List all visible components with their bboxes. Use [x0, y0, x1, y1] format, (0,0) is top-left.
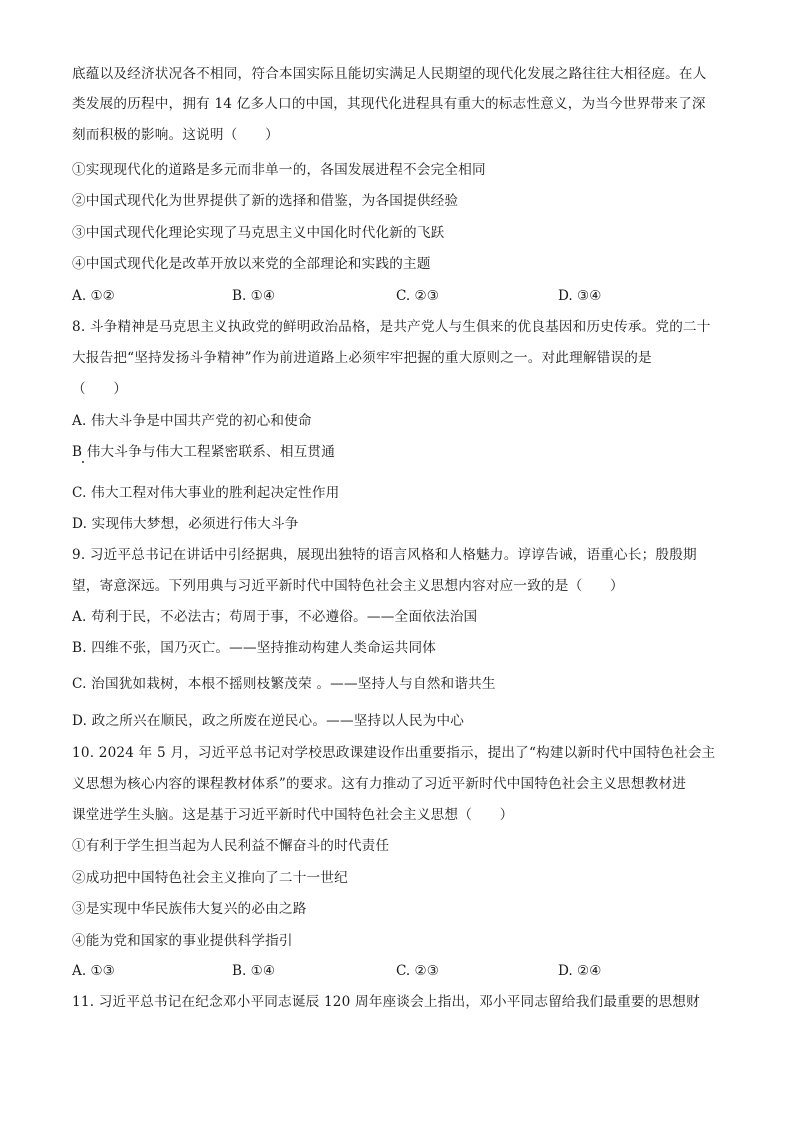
q7-stem-line-1: 底蕴以及经济状况各不相同，符合本国实际且能切实满足人民期望的现代化发展之路往往大相径庭。在人 [72, 66, 707, 82]
q7-option-d: D. ③④ [558, 288, 602, 304]
q10-option-d: D. ②④ [558, 963, 602, 979]
q9-option-d: D. 政之所兴在顺民，政之所废在逆民心。——坚持以人民为中心 [72, 713, 465, 729]
q8-option-c: C. 伟大工程对伟大事业的胜利起决定性作用 [72, 485, 340, 501]
q10-option-b: B. ①④ [232, 963, 276, 979]
q8-option-b: B 伟大斗争与伟大工程紧密联系、相互贯通 [72, 444, 335, 460]
q10-stem-line-2: 义思想为核心内容的课程教材体系”的要求。这有力推动了习近平新时代中国特色社会主义思想教材进 [72, 776, 687, 792]
q7-item-3: ③中国式现代化理论实现了马克思主义中国化时代化新的飞跃 [72, 225, 445, 241]
q8-stem-line-3: （ ） [72, 381, 128, 397]
q7-item-2: ②中国式现代化为世界提供了新的选择和借鉴，为各国提供经验 [72, 193, 459, 209]
q9-option-a: A. 苟利于民，不必法古；苟周于事，不必遵俗。——全面依法治国 [72, 609, 478, 625]
q10-item-3: ③是实现中华民族伟大复兴的必由之路 [72, 901, 307, 917]
q8-option-d: D. 实现伟大梦想，必须进行伟大斗争 [72, 516, 299, 532]
q9-stem-line-1: 9. 习近平总书记在讲话中引经据典，展现出独特的语言风格和人格魅力。谆谆告诫，语重心长；殷殷期 [72, 547, 697, 563]
stray-dot-mark [82, 461, 84, 463]
q9-option-c: C. 治国犹如栽树，本根不摇则枝繁茂荣 。——坚持人与自然和谐共生 [72, 676, 496, 692]
q10-stem-line-1: 10. 2024 年 5 月，习近平总书记对学校思政课建设作出重要指示，提出了“构建以新时代中国特色社会主 [72, 745, 716, 761]
q9-option-b: B. 四维不张，国乃灭亡。——坚持推动构建人类命运共同体 [72, 640, 437, 656]
q8-stem-line-2: 大报告把“坚持发扬斗争精神”作为前进道路上必须牢牢把握的重大原则之一。对此理解错误的是 [72, 350, 652, 366]
q7-option-b: B. ①④ [232, 288, 276, 304]
q7-option-c: C. ②③ [396, 288, 439, 304]
q11-stem-line-1: 11. 习近平总书记在纪念邓小平同志诞辰 120 周年座谈会上指出，邓小平同志留给我们最重要的思想财 [72, 994, 700, 1010]
q10-item-1: ①有利于学生担当起为人民利益不懈奋斗的时代责任 [72, 838, 390, 854]
q10-stem-line-3: 课堂进学生头脑。这是基于习近平新时代中国特色社会主义思想（ ） [72, 807, 514, 823]
q10-option-c: C. ②③ [396, 963, 439, 979]
q7-option-a: A. ①② [72, 288, 115, 304]
q7-stem-line-3: 刻而积极的影响。这说明（ ） [72, 127, 279, 143]
q10-item-4: ④能为党和国家的事业提供科学指引 [72, 933, 293, 949]
q7-item-1: ①实现现代化的道路是多元而非单一的，各国发展进程不会完全相同 [72, 162, 486, 178]
q9-stem-line-2: 望，寄意深远。下列用典与习近平新时代中国特色社会主义思想内容对应一致的是（ ） [72, 578, 624, 594]
q10-option-a: A. ①③ [72, 963, 115, 979]
q7-item-4: ④中国式现代化是改革开放以来党的全部理论和实践的主题 [72, 256, 431, 272]
q8-stem-line-1: 8. 斗争精神是马克思主义执政党的鲜明政治品格，是共产党人与生俱来的优良基因和历史传承。党的二十 [72, 319, 711, 335]
q8-option-a: A. 伟大斗争是中国共产党的初心和使命 [72, 413, 312, 429]
q10-item-2: ②成功把中国特色社会主义推向了二十一世纪 [72, 870, 348, 886]
q7-stem-line-2: 类发展的历程中，拥有 14 亿多人口的中国，其现代化进程具有重大的标志性意义，为当今世界带来了深 [72, 96, 706, 112]
